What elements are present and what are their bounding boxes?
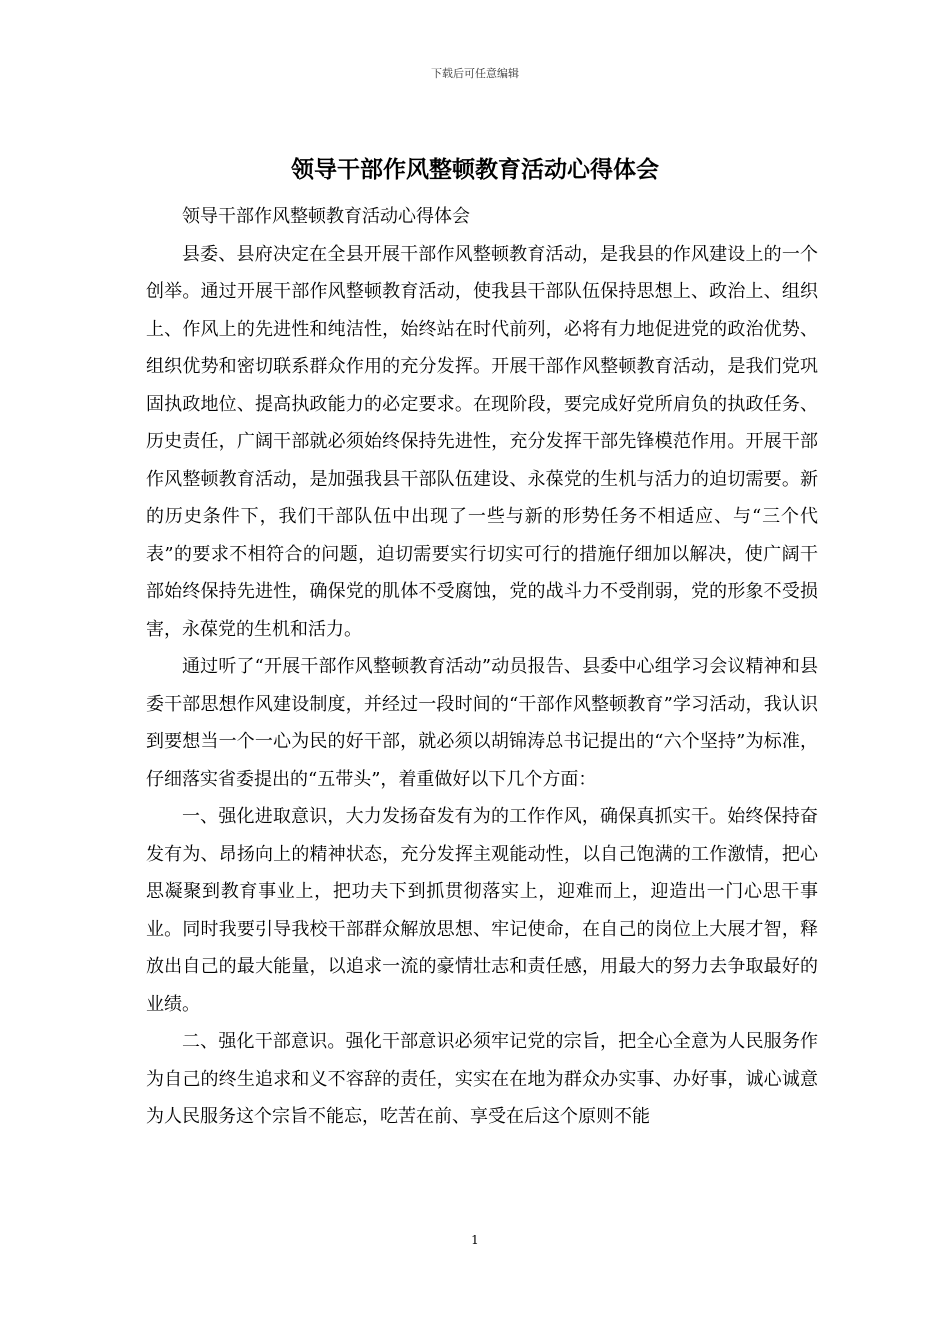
document-title: 领导干部作风整顿教育活动心得体会 (291, 156, 659, 183)
page-header-note: 下载后可任意编辑 (431, 67, 519, 80)
body-paragraph-learning: 通过听了“开展干部作风整顿教育活动”动员报告、县委中心组学习会议精神和县委干部思想作风建设制度，并经过一段时间的“干部作风整顿教育”学习活动，我认识到要想当一个一心为民的好干部，就必须以胡锦涛总书记提出的“六个坚持”为标准，仔细落实省委提出的“五带头”，着重做好以下几个方面： (146, 656, 818, 790)
page-number: 1 (471, 1233, 479, 1247)
body-paragraph-point-one: 一、强化进取意识，大力发扬奋发有为的工作作风，确保真抓实干。始终保持奋发有为、昂扬向上的精神状态，充分发挥主观能动性，以自己饱满的工作激情，把心思凝聚到教育事业上，把功夫下到抓贯彻落实上，迎难而上，迎造出一门心思干事业。同时我要引导我校干部群众解放思想、牢记使命，在自己的岗位上大展才智，释放出自己的最大能量，以追求一流的豪情壮志和责任感，用最大的努力去争取最好的业绩。 (146, 806, 818, 1015)
document-body (146, 198, 818, 1136)
body-paragraph-point-two: 二、强化干部意识。强化干部意识必须牢记党的宗旨，把全心全意为人民服务作为自己的终生追求和义不容辞的责任，实实在在地为群众办实事、办好事，诚心诚意为人民服务这个宗旨不能忘，吃苦在前、享受在后这个原则不能 (146, 1031, 818, 1127)
body-paragraph-subtitle: 领导干部作风整顿教育活动心得体会 (182, 206, 470, 227)
body-paragraph-intro: 县委、县府决定在全县开展干部作风整顿教育活动，是我县的作风建设上的一个创举。通过开展干部作风整顿教育活动，使我县干部队伍保持思想上、政治上、组织上、作风上的先进性和纯洁性，始终站在时代前列，必将有力地促进党的政治优势、组织优势和密切联系群众作用的充分发挥。开展干部作风整顿教育活动，是我们党巩固执政地位、提高执政能力的必定要求。在现阶段，要完成好党所肩负的执政任务、历史责任，广阔干部就必须始终保持先进性，充分发挥干部先锋模范作用。开展干部作风整顿教育活动，是加强我县干部队伍建设、永葆党的生机与活力的迫切需要。新的历史条件下，我们干部队伍中出现了一些与新的形势任务不相适应、与“三个代表”的要求不相符合的问题，迫切需要实行切实可行的措施仔细加以解决，使广阔干部始终保持先进性，确保党的肌体不受腐蚀，党的战斗力不受削弱，党的形象不受损害，永葆党的生机和活力。 (146, 243, 818, 640)
